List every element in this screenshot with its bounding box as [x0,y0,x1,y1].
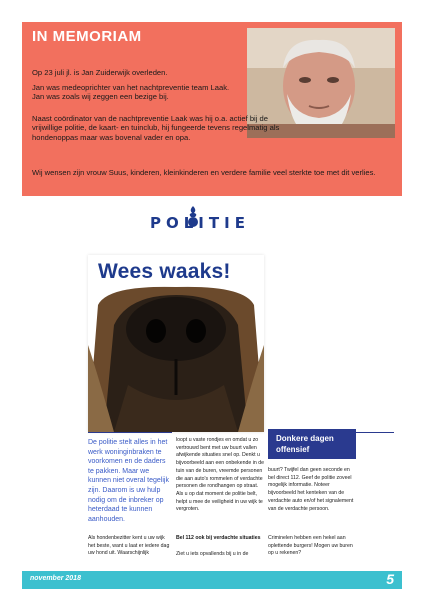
col2-text: loopt u vaste rondjes en omdat u zo vertrouwd bent met uw buurt vallen afwijkende situaties snel op. Denkt u bijvoorbeeld aan een onbekende in de tuin van de buren, vreemde personen die aan auto's rommelen of verdachte personen die rondhangen op straat. Als u op dat moment de politie belt, helpt u mee de veiligheid in uw wijk te vergroten. [176,437,264,513]
page-number: 5 [386,571,394,587]
memoriam-paragraph-2: Jan was medeoprichter van het nachtpreventie team Laak. Jan was zoals wij zeggen een bezige bij. [32,83,230,102]
donkere-dagen-box [268,429,356,459]
column-rule-left [88,432,172,433]
politie-logo [150,206,270,240]
dog-nose-photo [88,285,264,432]
bluebox-title: Donkere dagen offensief [276,434,334,454]
issue-date: november 2018 [30,575,81,582]
col2-heading-text: Bel 112 ook bij verdachte situaties [176,535,261,541]
column-rule-right [356,432,394,433]
poster-title: Wees waaks! [98,260,231,283]
politie-wordmark: POLITIE [150,214,250,232]
page-footer [22,571,402,589]
col1-bottom-text: Als hondenbezitter kent u uw wijk het beste, want u laat er iedere dag uw hond uit. Waarschijnlijk [88,535,170,557]
memoriam-paragraph-1: Op 23 juli jl. is Jan Zuiderwijk overleden. [32,68,168,77]
col2-heading [176,535,264,543]
memoriam-paragraph-3: Naast coördinator van de nachtpreventie Laak was hij o.a. actief bij de vrijwillige politie, de kaart- en tuinclub, hij fungeerde tevens regelmatig als hondenoppas maar was bovenal vader en opa. [32,114,280,142]
in-memoriam-box [22,22,402,196]
col3-text: buurt? Twijfel dan geen seconde en bel direct 112. Geef de politie zoveel mogelijk informatie. Noteer bijvoorbeeld het kenteken van de verdachte auto en/of het signalement van de verdachte persoon. [268,467,354,512]
col3-bottom-text: Criminelen hebben een hekel aan oplettende burgers! Mogen uw buren op u rekenen? [268,535,353,557]
col2-tail: Ziet u iets opvallends bij u in de [176,551,249,557]
wees-waaks-poster [88,255,264,432]
memoriam-title: IN MEMORIAM [32,28,142,45]
memoriam-paragraph-4: Wij wensen zijn vrouw Suus, kinderen, kleinkinderen en verdere familie veel sterkte toe met dit verlies. [32,168,376,177]
lead-paragraph: De politie stelt alles in het werk woninginbraken te voorkomen en de daders te pakken. Maar we kunnen niet overal tegelijk zijn. Daarom is uw hulp nodig om de inbreker op heterdaad te kunnen aanhouden. [88,439,169,523]
